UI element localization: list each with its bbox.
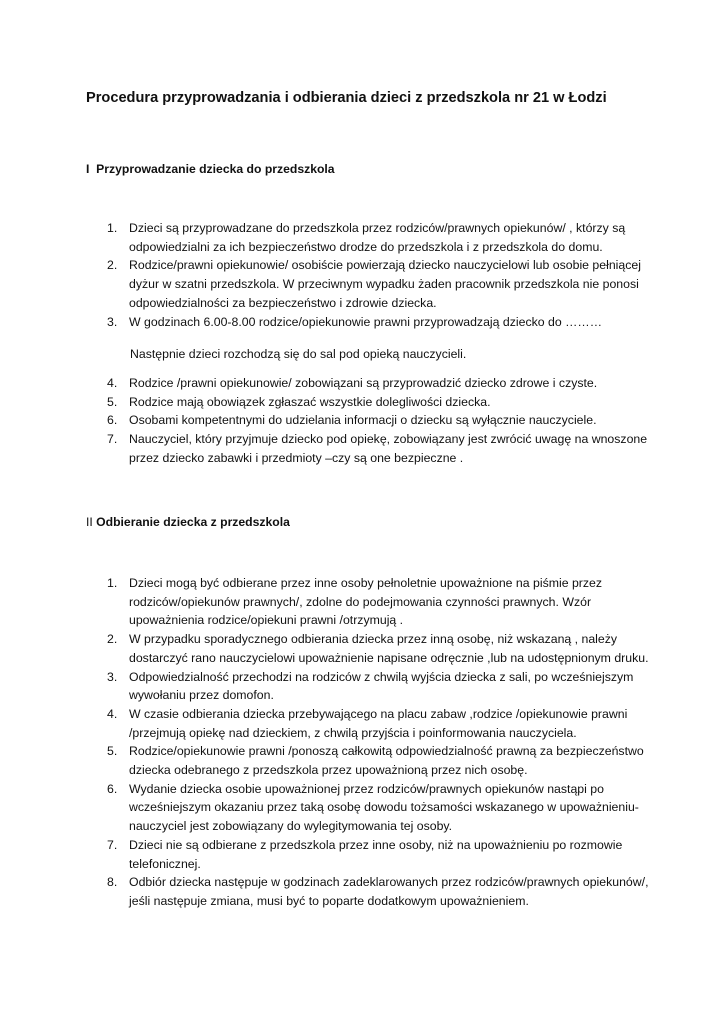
list-item-number: 2.: [107, 258, 118, 273]
list-item: [107, 313, 667, 332]
list-item: [107, 742, 667, 779]
list-item-number: 5.: [107, 394, 118, 409]
list-item-text: Rodzice mają obowiązek zgłaszać wszystkie dolegliwości dziecka.: [129, 394, 491, 409]
list-item: [107, 411, 667, 430]
list-item: [107, 873, 667, 910]
list-item-number: 5.: [107, 744, 118, 759]
list-item-text: W czasie odbierania dziecka przebywającego na placu zabaw ,rodzice /opiekunowie prawni /przejmują opiekę nad dzieckiem, z chwilą przyjścia i poinformowania nauczyciela.: [129, 706, 628, 740]
list-item-text: Rodzice/prawni opiekunowie/ osobiście powierzają dziecko nauczycielowi lub osobie pełniącej dyżur w szatni przedszkola. W przeciwnym wypadku żaden pracownik przedszkola nie ponosi odpowiedzialności za bezpieczeństwo i zdrowie dziecka.: [129, 258, 641, 310]
list-item: [107, 780, 667, 836]
list-item-number: 7.: [107, 432, 118, 447]
list-item-text: Dzieci nie są odbierane z przedszkola przez inne osoby, niż na upoważnieniu po rozmowie telefonicznej.: [129, 837, 623, 871]
list-item-text: Odbiór dziecka następuje w godzinach zadeklarowanych przez rodziców/prawnych opiekunów/, jeśli następuje zmiana, musi być to poparte dodatkowym upoważnieniem.: [129, 875, 649, 908]
section-2-heading: [86, 513, 290, 531]
list-item-number: 6.: [107, 781, 118, 796]
list-item-text: Dzieci są przyprowadzane do przedszkola przez rodziców/prawnych opiekunów/ , którzy są odpowiedzialni za ich bezpieczeństwo drodze do przedszkola i z przedszkola do domu.: [129, 221, 626, 254]
list-item: [107, 630, 667, 667]
section-1-heading: [86, 160, 335, 178]
section-1-paragraph: Następnie dzieci rozchodzą się do sal pod opieką nauczycieli.: [130, 347, 467, 361]
list-item-number: 1.: [107, 221, 118, 235]
list-item: [107, 836, 667, 873]
list-item-text: Nauczyciel, który przyjmuje dziecko pod opiekę, zobowiązany jest zwrócić uwagę na wnoszone przez dziecko zabawki i przedmioty –czy są one bezpieczne .: [129, 432, 648, 465]
list-item-number: 8.: [107, 875, 118, 890]
list-item-number: 1.: [107, 576, 118, 590]
section-2-title: Odbieranie dziecka z przedszkola: [96, 515, 290, 529]
list-item-text: Odpowiedzialność przechodzi na rodziców z chwilą wyjścia dziecka z sali, po wcześniejszym wywołaniu przez domofon.: [129, 669, 634, 703]
list-item-number: 4.: [107, 706, 118, 721]
list-item-number: 3.: [107, 669, 118, 684]
list-item-text: Rodzice /prawni opiekunowie/ zobowiązani są przyprowadzić dziecko zdrowe i czyste.: [129, 376, 598, 390]
document-title: Procedura przyprowadzania i odbierania dzieci z przedszkola nr 21 w Łodzi: [86, 90, 607, 106]
list-item-text: Osobami kompetentnymi do udzielania informacji o dziecku są wyłącznie nauczyciele.: [129, 413, 597, 428]
list-item-text: Dzieci mogą być odbierane przez inne osoby pełnoletnie upoważnione na piśmie przez rodziców/opiekunów prawnych/, zdolne do podejmowania czynności prawnych. Wzór upoważnienia rodzice/opiekuni prawni /otrzymują .: [129, 576, 603, 628]
list-item: [107, 668, 667, 705]
list-item-text: Wydanie dziecka osobie upoważnionej przez rodziców/prawnych opiekunów nastąpi po wcześniejszym okazaniu przez taką osobę dowodu tożsamości wskazanego w upoważnieniu- nauczyciel jest zobowiązany do wylegitymowania tej osoby.: [129, 781, 639, 834]
list-item: [107, 393, 667, 412]
section-1-list-a: [107, 219, 667, 331]
list-item: [107, 705, 667, 742]
list-item-number: 3.: [107, 314, 118, 329]
list-item: [107, 256, 667, 312]
list-item-text: Rodzice/opiekunowie prawni /ponoszą całkowitą odpowiedzialność prawną za bezpieczeństwo dziecka odebranego z przedszkola przez upoważnioną przez nich osobę.: [129, 744, 644, 778]
list-item-number: 7.: [107, 837, 118, 852]
list-item-text: W przypadku sporadycznego odbierania dziecka przez inną osobę, niż wskazaną , należy dostarczyć rano nauczycielowi upoważnienie napisane odręcznie ,lub na udostępnionym druku.: [129, 632, 649, 665]
list-item-text: W godzinach 6.00-8.00 rodzice/opiekunowie prawni przyprowadzają dziecko do ………: [129, 314, 602, 329]
list-item-number: 4.: [107, 376, 118, 390]
section-1-number: I: [86, 162, 90, 176]
list-item: [107, 430, 667, 467]
list-item-number: 6.: [107, 413, 118, 428]
list-item: [107, 374, 667, 393]
list-item: [107, 219, 667, 256]
section-2-number: II: [86, 515, 93, 529]
section-1-list-b: [107, 374, 667, 468]
section-1-title: Przyprowadzanie dziecka do przedszkola: [96, 162, 335, 176]
list-item: [107, 574, 667, 630]
section-2-list: [107, 574, 667, 911]
list-item-number: 2.: [107, 632, 118, 647]
